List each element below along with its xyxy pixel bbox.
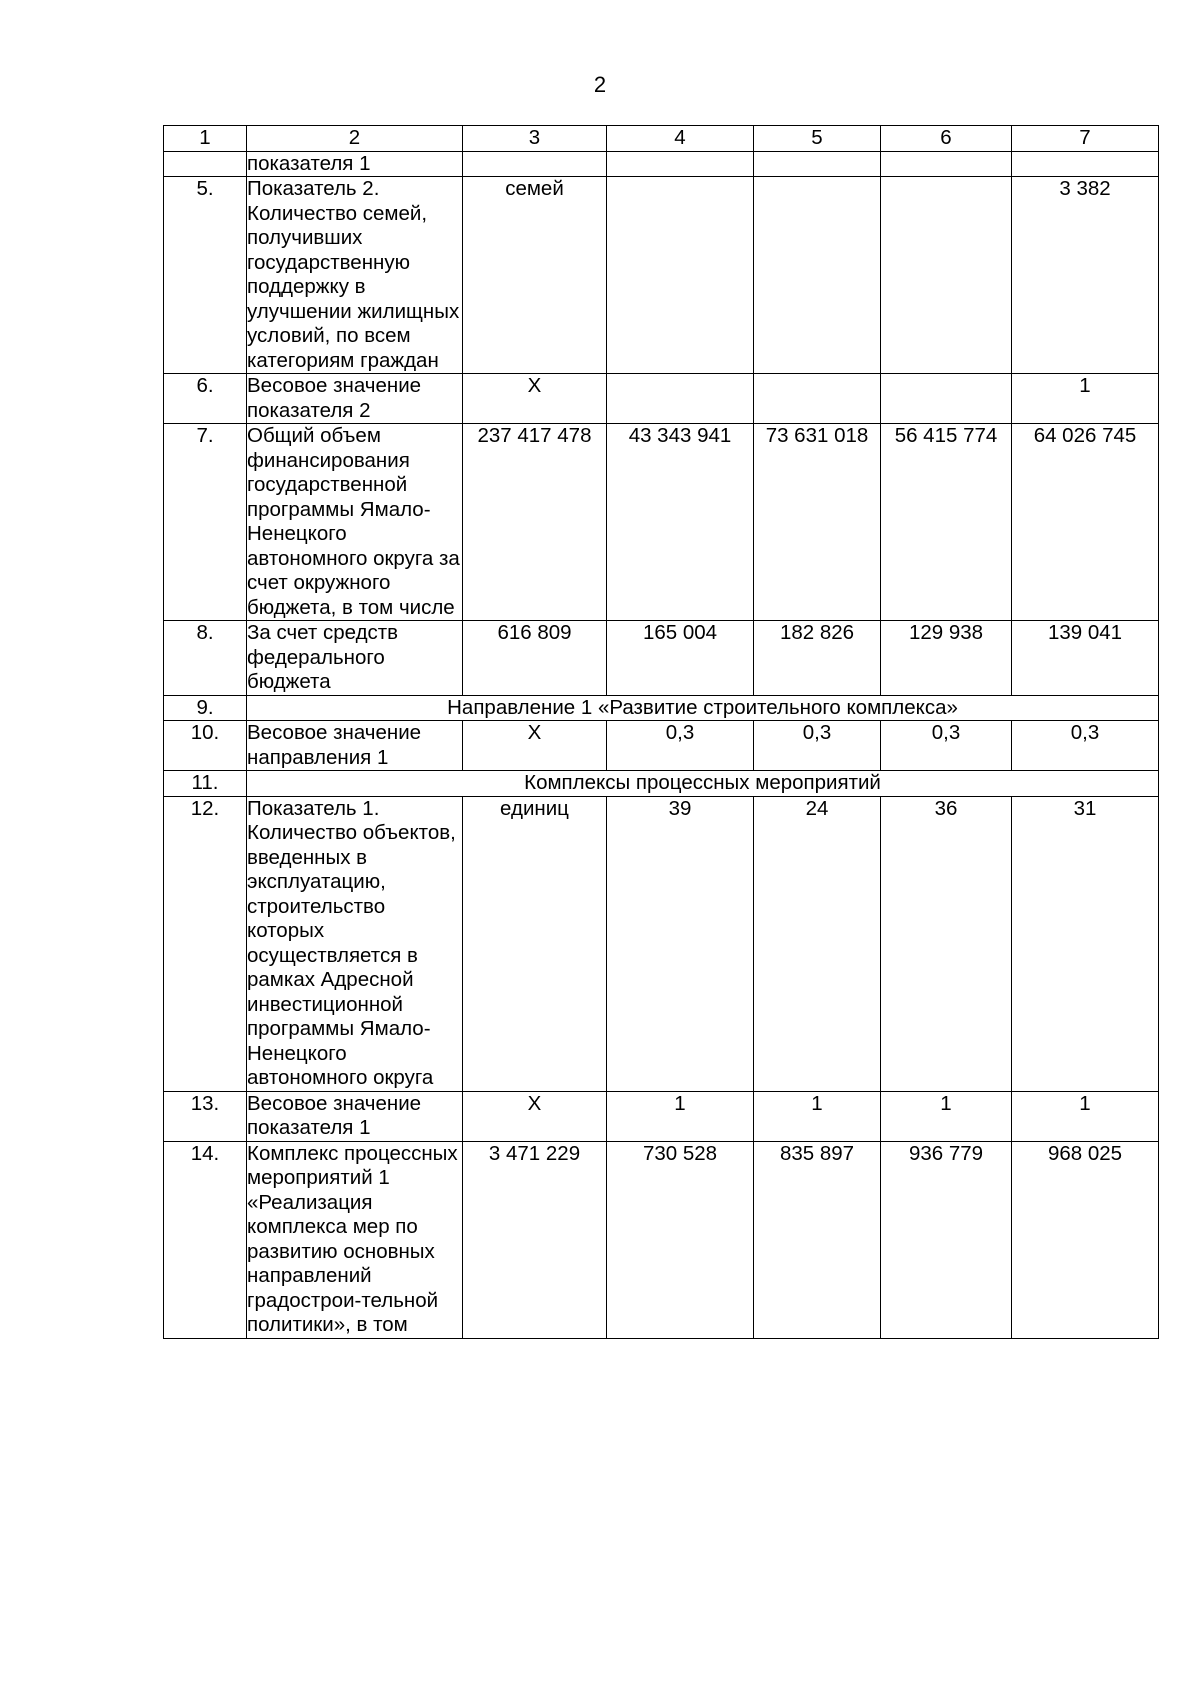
cell-col4: 165 004 [607,621,754,696]
cell-col7: 64 026 745 [1012,424,1159,621]
row-number: 13. [164,1091,247,1141]
cell-col3: 237 417 478 [463,424,607,621]
cell-col5: 73 631 018 [754,424,881,621]
cell-col6: 36 [881,796,1012,1091]
cell-col5 [754,374,881,424]
cell-col3: Х [463,721,607,771]
row-number: 8. [164,621,247,696]
cell-col5 [754,177,881,374]
row-number: 10. [164,721,247,771]
cell-col4 [607,151,754,177]
cell-col4: 39 [607,796,754,1091]
row-name: Комплекс процессных мероприятий 1 «Реализация комплекса мер по развитию основных направлений градострои-тельной политики», в том [247,1141,463,1338]
row-number: 11. [164,771,247,797]
cell-col5: 24 [754,796,881,1091]
cell-col6 [881,177,1012,374]
cell-col6: 1 [881,1091,1012,1141]
cell-col7: 968 025 [1012,1141,1159,1338]
table-row [164,796,1159,1091]
header-cell-6: 6 [881,126,1012,152]
row-number [164,151,247,177]
row-name: Весовое значение показателя 1 [247,1091,463,1141]
cell-col4: 0,3 [607,721,754,771]
table-row [164,424,1159,621]
cell-col7: 1 [1012,374,1159,424]
header-cell-4: 4 [607,126,754,152]
cell-col7: 139 041 [1012,621,1159,696]
cell-col6 [881,151,1012,177]
row-name: Показатель 2. Количество семей, получивших государственную поддержку в улучшении жилищных условий, по всем категориям граждан [247,177,463,374]
cell-col4: 43 343 941 [607,424,754,621]
cell-col5: 0,3 [754,721,881,771]
table-row [164,1141,1159,1338]
table-row [164,621,1159,696]
row-name: показателя 1 [247,151,463,177]
header-cell-2: 2 [247,126,463,152]
row-number: 12. [164,796,247,1091]
table-row [164,151,1159,177]
cell-col5: 1 [754,1091,881,1141]
row-name: Показатель 1. Количество объектов, введенных в эксплуатацию, строительство которых осуществляется в рамках Адресной инвестиционной программы Ямало-Ненецкого автономного округа [247,796,463,1091]
cell-col4 [607,374,754,424]
table-row [164,177,1159,374]
header-row [164,126,1159,152]
header-cell-5: 5 [754,126,881,152]
cell-col5: 182 826 [754,621,881,696]
row-name: Весовое значение показателя 2 [247,374,463,424]
cell-col6: 129 938 [881,621,1012,696]
row-number: 14. [164,1141,247,1338]
header-cell-1: 1 [164,126,247,152]
section-heading: Направление 1 «Развитие строительного комплекса» [247,695,1159,721]
section-row [164,695,1159,721]
cell-col4: 730 528 [607,1141,754,1338]
page-number: 2 [593,72,607,97]
table-row [164,721,1159,771]
row-name: Общий объем финансирования государственной программы Ямало-Ненецкого автономного округа за счет окружного бюджета, в том числе [247,424,463,621]
row-name: Весовое значение направления 1 [247,721,463,771]
cell-col6 [881,374,1012,424]
cell-col3: 3 471 229 [463,1141,607,1338]
row-name: За счет средств федерального бюджета [247,621,463,696]
cell-col3: единиц [463,796,607,1091]
cell-col7 [1012,151,1159,177]
row-number: 6. [164,374,247,424]
cell-col7: 31 [1012,796,1159,1091]
row-number: 5. [164,177,247,374]
cell-col5 [754,151,881,177]
cell-col3: Х [463,1091,607,1141]
cell-col4: 1 [607,1091,754,1141]
cell-col3: семей [463,177,607,374]
header-cell-7: 7 [1012,126,1159,152]
cell-col4 [607,177,754,374]
cell-col6: 56 415 774 [881,424,1012,621]
section-row [164,771,1159,797]
row-number: 7. [164,424,247,621]
cell-col7: 0,3 [1012,721,1159,771]
cell-col3 [463,151,607,177]
cell-col3: 616 809 [463,621,607,696]
table-row [164,1091,1159,1141]
cell-col7: 3 382 [1012,177,1159,374]
cell-col6: 0,3 [881,721,1012,771]
table-row [164,374,1159,424]
header-cell-3: 3 [463,126,607,152]
data-table [163,125,1159,1339]
cell-col3: Х [463,374,607,424]
cell-col5: 835 897 [754,1141,881,1338]
cell-col7: 1 [1012,1091,1159,1141]
row-number: 9. [164,695,247,721]
section-heading: Комплексы процессных мероприятий [247,771,1159,797]
cell-col6: 936 779 [881,1141,1012,1338]
